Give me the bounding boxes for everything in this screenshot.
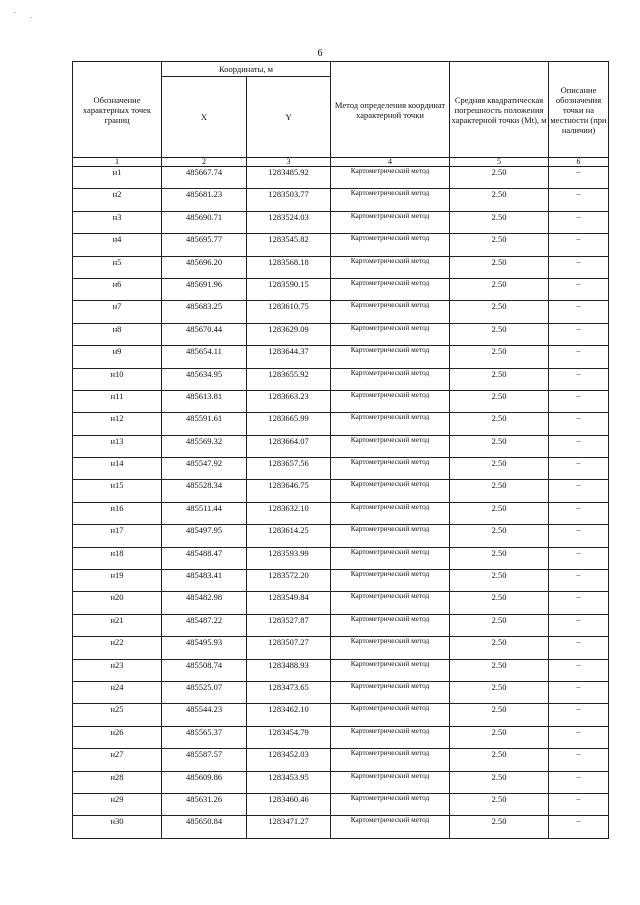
error-cell: 2.50: [450, 726, 549, 748]
error-cell: 2.50: [450, 525, 549, 547]
point-label: н28: [73, 771, 162, 793]
coordinates-table: [72, 61, 609, 839]
point-label: н8: [73, 323, 162, 345]
table-row: [73, 502, 609, 524]
description-cell: –: [549, 726, 609, 748]
error-cell: 2.50: [450, 793, 549, 815]
coord-x: 485683.25: [162, 301, 247, 323]
coord-y: 1283568.18: [247, 256, 331, 278]
error-cell: 2.50: [450, 390, 549, 412]
method-cell: Картометрический метод: [331, 346, 450, 368]
coord-x: 485483.41: [162, 570, 247, 592]
description-cell: –: [549, 368, 609, 390]
coord-x: 485495.93: [162, 637, 247, 659]
description-cell: –: [549, 189, 609, 211]
header-y: Y: [247, 77, 331, 158]
table-row: [73, 256, 609, 278]
point-label: н27: [73, 749, 162, 771]
point-label: н30: [73, 816, 162, 838]
coord-y: 1283655.92: [247, 368, 331, 390]
error-cell: 2.50: [450, 614, 549, 636]
error-cell: 2.50: [450, 592, 549, 614]
table-row: [73, 301, 609, 323]
error-cell: 2.50: [450, 301, 549, 323]
method-cell: Картометрический метод: [331, 413, 450, 435]
coord-y: 1283524.03: [247, 211, 331, 233]
table-row: [73, 771, 609, 793]
description-cell: –: [549, 256, 609, 278]
coord-y: 1283644.37: [247, 346, 331, 368]
point-label: н22: [73, 637, 162, 659]
description-cell: –: [549, 323, 609, 345]
point-label: н1: [73, 167, 162, 189]
point-label: н15: [73, 480, 162, 502]
method-cell: Картометрический метод: [331, 614, 450, 636]
description-cell: –: [549, 413, 609, 435]
method-cell: Картометрический метод: [331, 570, 450, 592]
table-row: [73, 681, 609, 703]
error-cell: 2.50: [450, 234, 549, 256]
table-row: [73, 346, 609, 368]
error-cell: 2.50: [450, 816, 549, 838]
error-cell: 2.50: [450, 704, 549, 726]
description-cell: –: [549, 749, 609, 771]
header-method: Метод определения координат характерной точки: [331, 62, 450, 158]
point-label: н21: [73, 614, 162, 636]
error-cell: 2.50: [450, 659, 549, 681]
description-cell: –: [549, 234, 609, 256]
error-cell: 2.50: [450, 368, 549, 390]
point-label: н24: [73, 681, 162, 703]
point-label: н3: [73, 211, 162, 233]
coord-y: 1283646.75: [247, 480, 331, 502]
table-row: [73, 592, 609, 614]
table-row: [73, 704, 609, 726]
description-cell: –: [549, 659, 609, 681]
method-cell: Картометрический метод: [331, 278, 450, 300]
coord-x: 485696.20: [162, 256, 247, 278]
coord-x: 485565.37: [162, 726, 247, 748]
coord-y: 1283632.10: [247, 502, 331, 524]
table-row: [73, 458, 609, 480]
coord-x: 485650.84: [162, 816, 247, 838]
coord-x: 485488.47: [162, 547, 247, 569]
description-cell: –: [549, 704, 609, 726]
method-cell: Картометрический метод: [331, 659, 450, 681]
header-coordinates: Координаты, м: [162, 62, 331, 77]
method-cell: Картометрический метод: [331, 323, 450, 345]
error-cell: 2.50: [450, 458, 549, 480]
coord-y: 1283663.23: [247, 390, 331, 412]
description-cell: –: [549, 547, 609, 569]
scan-mark: -: [30, 15, 32, 21]
coord-y: 1283593.99: [247, 547, 331, 569]
description-cell: –: [549, 301, 609, 323]
table-row: [73, 726, 609, 748]
method-cell: Картометрический метод: [331, 637, 450, 659]
point-label: н2: [73, 189, 162, 211]
method-cell: Картометрический метод: [331, 167, 450, 189]
page-number: 6: [317, 48, 323, 59]
point-label: н5: [73, 256, 162, 278]
header-description: Описание обозначения точки на местности (при наличии): [549, 62, 609, 158]
method-cell: Картометрический метод: [331, 211, 450, 233]
coord-y: 1283488.93: [247, 659, 331, 681]
coord-y: 1283572.20: [247, 570, 331, 592]
coord-x: 485511.44: [162, 502, 247, 524]
coord-y: 1283471.27: [247, 816, 331, 838]
table-row: [73, 793, 609, 815]
coord-x: 485591.61: [162, 413, 247, 435]
coord-y: 1283485.92: [247, 167, 331, 189]
description-cell: –: [549, 480, 609, 502]
method-cell: Картометрический метод: [331, 390, 450, 412]
coord-x: 485691.96: [162, 278, 247, 300]
coord-x: 485654.11: [162, 346, 247, 368]
description-cell: –: [549, 570, 609, 592]
method-cell: Картометрический метод: [331, 749, 450, 771]
coord-y: 1283453.95: [247, 771, 331, 793]
coord-x: 485544.23: [162, 704, 247, 726]
method-cell: Картометрический метод: [331, 234, 450, 256]
coord-y: 1283473.65: [247, 681, 331, 703]
point-label: н18: [73, 547, 162, 569]
description-cell: –: [549, 346, 609, 368]
coord-y: 1283664.07: [247, 435, 331, 457]
coord-y: 1283549.84: [247, 592, 331, 614]
table-row: [73, 390, 609, 412]
method-cell: Картометрический метод: [331, 458, 450, 480]
coord-x: 485528.34: [162, 480, 247, 502]
error-cell: 2.50: [450, 502, 549, 524]
method-cell: Картометрический метод: [331, 480, 450, 502]
coord-x: 485487.22: [162, 614, 247, 636]
point-label: н16: [73, 502, 162, 524]
method-cell: Картометрический метод: [331, 435, 450, 457]
method-cell: Картометрический метод: [331, 368, 450, 390]
coord-y: 1283460.46: [247, 793, 331, 815]
point-label: н19: [73, 570, 162, 592]
error-cell: 2.50: [450, 323, 549, 345]
point-label: н10: [73, 368, 162, 390]
error-cell: 2.50: [450, 435, 549, 457]
header-error: Средняя квадратическая погрешность положения характерной точки (Mt), м: [450, 62, 549, 158]
table-row: [73, 278, 609, 300]
method-cell: Картометрический метод: [331, 189, 450, 211]
error-cell: 2.50: [450, 480, 549, 502]
table-row: [73, 234, 609, 256]
coord-y: 1283665.99: [247, 413, 331, 435]
column-number: 5: [450, 158, 549, 167]
description-cell: –: [549, 592, 609, 614]
description-cell: –: [549, 525, 609, 547]
column-number: 2: [162, 158, 247, 167]
method-cell: Картометрический метод: [331, 816, 450, 838]
error-cell: 2.50: [450, 547, 549, 569]
error-cell: 2.50: [450, 211, 549, 233]
point-label: н23: [73, 659, 162, 681]
method-cell: Картометрический метод: [331, 256, 450, 278]
column-number: 1: [73, 158, 162, 167]
description-cell: –: [549, 390, 609, 412]
column-number: 6: [549, 158, 609, 167]
point-label: н7: [73, 301, 162, 323]
coord-x: 485634.95: [162, 368, 247, 390]
table-row: [73, 547, 609, 569]
error-cell: 2.50: [450, 637, 549, 659]
method-cell: Картометрический метод: [331, 301, 450, 323]
point-label: н12: [73, 413, 162, 435]
table-row: [73, 167, 609, 189]
table-row: [73, 637, 609, 659]
coord-x: 485667.74: [162, 167, 247, 189]
description-cell: –: [549, 681, 609, 703]
coord-y: 1283629.09: [247, 323, 331, 345]
method-cell: Картометрический метод: [331, 793, 450, 815]
coord-x: 485681.23: [162, 189, 247, 211]
column-number: 4: [331, 158, 450, 167]
description-cell: –: [549, 502, 609, 524]
table-row: [73, 749, 609, 771]
method-cell: Картометрический метод: [331, 726, 450, 748]
description-cell: –: [549, 458, 609, 480]
coord-x: 485631.26: [162, 793, 247, 815]
header-x: X: [162, 77, 247, 158]
point-label: н6: [73, 278, 162, 300]
point-label: н4: [73, 234, 162, 256]
coord-x: 485569.32: [162, 435, 247, 457]
coord-x: 485670.44: [162, 323, 247, 345]
table-body: [73, 167, 609, 839]
table-row: [73, 614, 609, 636]
coord-y: 1283657.56: [247, 458, 331, 480]
coord-x: 485695.77: [162, 234, 247, 256]
error-cell: 2.50: [450, 570, 549, 592]
description-cell: –: [549, 211, 609, 233]
scan-mark: -: [14, 10, 16, 16]
coord-y: 1283503.77: [247, 189, 331, 211]
coord-y: 1283590.15: [247, 278, 331, 300]
table-row: [73, 189, 609, 211]
table-row: [73, 480, 609, 502]
point-label: н11: [73, 390, 162, 412]
point-label: н26: [73, 726, 162, 748]
method-cell: Картометрический метод: [331, 547, 450, 569]
description-cell: –: [549, 614, 609, 636]
method-cell: Картометрический метод: [331, 525, 450, 547]
header-point: Обозначение характерных точек границ: [73, 62, 162, 158]
point-label: н14: [73, 458, 162, 480]
coord-x: 485690.71: [162, 211, 247, 233]
point-label: н13: [73, 435, 162, 457]
coord-x: 485613.81: [162, 390, 247, 412]
error-cell: 2.50: [450, 256, 549, 278]
table-row: [73, 323, 609, 345]
error-cell: 2.50: [450, 771, 549, 793]
error-cell: 2.50: [450, 749, 549, 771]
coord-x: 485547.92: [162, 458, 247, 480]
description-cell: –: [549, 167, 609, 189]
description-cell: –: [549, 637, 609, 659]
description-cell: –: [549, 435, 609, 457]
point-label: н9: [73, 346, 162, 368]
coord-x: 485609.86: [162, 771, 247, 793]
coord-x: 485497.95: [162, 525, 247, 547]
coord-x: 485482.98: [162, 592, 247, 614]
table-row: [73, 525, 609, 547]
coord-y: 1283614.25: [247, 525, 331, 547]
error-cell: 2.50: [450, 167, 549, 189]
table-row: [73, 368, 609, 390]
coord-y: 1283545.82: [247, 234, 331, 256]
error-cell: 2.50: [450, 278, 549, 300]
coord-y: 1283507.27: [247, 637, 331, 659]
method-cell: Картометрический метод: [331, 592, 450, 614]
description-cell: –: [549, 793, 609, 815]
coord-y: 1283454.79: [247, 726, 331, 748]
table-row: [73, 211, 609, 233]
point-label: н20: [73, 592, 162, 614]
error-cell: 2.50: [450, 413, 549, 435]
point-label: н25: [73, 704, 162, 726]
description-cell: –: [549, 771, 609, 793]
error-cell: 2.50: [450, 346, 549, 368]
coord-x: 485508.74: [162, 659, 247, 681]
coord-y: 1283527.87: [247, 614, 331, 636]
table-row: [73, 570, 609, 592]
coord-x: 485525.07: [162, 681, 247, 703]
point-label: н17: [73, 525, 162, 547]
table-row: [73, 413, 609, 435]
coord-y: 1283462.10: [247, 704, 331, 726]
description-cell: –: [549, 278, 609, 300]
point-label: н29: [73, 793, 162, 815]
table-row: [73, 659, 609, 681]
coord-y: 1283610.75: [247, 301, 331, 323]
table-row: [73, 816, 609, 838]
method-cell: Картометрический метод: [331, 502, 450, 524]
description-cell: –: [549, 816, 609, 838]
method-cell: Картометрический метод: [331, 681, 450, 703]
error-cell: 2.50: [450, 189, 549, 211]
table-row: [73, 435, 609, 457]
error-cell: 2.50: [450, 681, 549, 703]
column-number: 3: [247, 158, 331, 167]
method-cell: Картометрический метод: [331, 771, 450, 793]
coord-y: 1283452.03: [247, 749, 331, 771]
coord-x: 485587.57: [162, 749, 247, 771]
method-cell: Картометрический метод: [331, 704, 450, 726]
